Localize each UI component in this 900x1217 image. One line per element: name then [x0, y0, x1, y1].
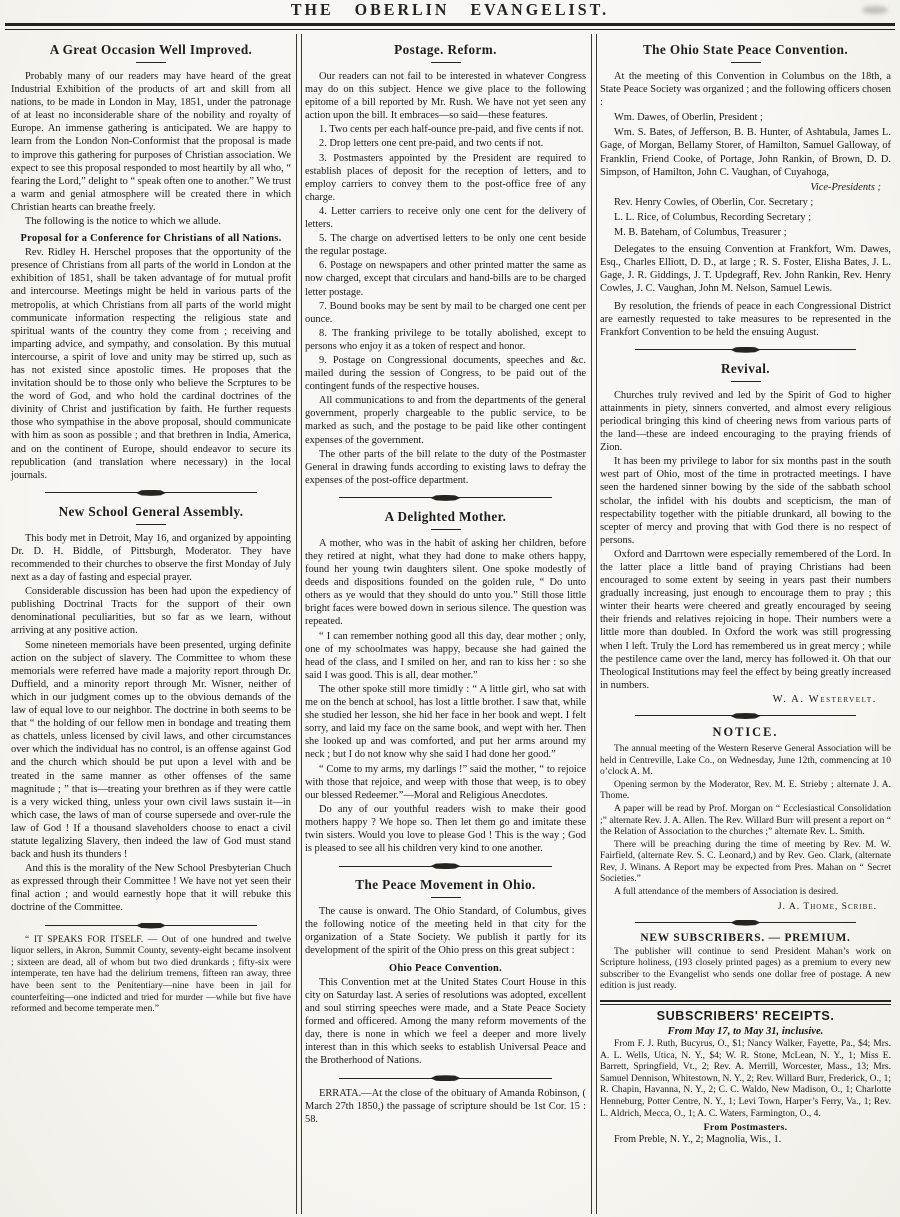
- signature: J. A. Thome, Scribe.: [777, 900, 877, 912]
- list-item: 9. Postage on Congressional documents, speeches and &c. mailed during the session of Congress, to be paid out of the contingent funds of the respective houses.: [305, 354, 586, 393]
- divider-diamond: [136, 490, 166, 496]
- list-item: 4. Letter carriers to receive only one cent for the delivery of letters.: [305, 205, 586, 231]
- divider-line: [635, 922, 735, 923]
- masthead: [0, 0, 900, 20]
- masthead-rule: [5, 23, 895, 30]
- title-rule: [731, 62, 761, 63]
- paragraph: Churches truly revived and led by the Spirit of God to higher attainments in piety, sinners converted, and almost every religious periodical bringing this kind of cheering news from various parts of the land—these are indeed encouraging to the praying friends of Zion.: [600, 389, 891, 454]
- section-divider: [45, 923, 258, 929]
- paragraph: All communications to and from the departments of the general government, properly chargeable to the public service, to be marked as such, and the postage to be paid like other contingent expenses of the government.: [305, 395, 586, 446]
- title-rule: [136, 524, 166, 525]
- article-title: Postage. Reform.: [394, 42, 497, 57]
- paragraph: From Preble, N. Y., 2; Magnolia, Wis., 1.: [614, 1134, 782, 1146]
- article-title: The Ohio State Peace Convention.: [642, 42, 849, 57]
- page-corner-smudge: [862, 6, 888, 14]
- paragraph: “ IT SPEAKS FOR ITSELF. — Out of one hundred and twelve liquor sellers, in Akron, Summit County, seventy-eight became insolvent ; sixteen are dead, all of whom but two died drunkards ; fifty-six were intemperate, ten have had the delirium tremens, fifteen ran away, three have been sent to the Penitentiary—nine have been in jail for counterfeiting—one indicted and tried for murder —while but five have reformed and become temperate men.”: [11, 934, 291, 1015]
- paragraph: And this is the morality of the New School Presbyterian Chuch as expressed through their Committee ! We have not yet seen their final action ; and would earnestly hope that it will rebuke this doctrine of the Committee.: [11, 863, 291, 914]
- divider-line: [45, 492, 140, 493]
- officer-line: Wm. S. Bates, of Jefferson, B. B. Hunter, of Ashtabula, James L. Gage, of Morgan, Bellamy Storer, of Hamilton, Samuel Galloway, of Franklin, Friend Cooke, of Portage, John Rankin, of Brown, D. D. Simpson, of Hamilton, John C. Vaughan, of Cuyahoga,: [600, 127, 891, 178]
- list-item: 5. The charge on advertised letters to be only one cent beside the regular postage.: [305, 233, 586, 258]
- paragraph: The annual meeting of the Western Reserve General Association will be held in Centreville, Lake Co., on Wednesday, June 12th, commencing at 10 o’clock A. M.: [600, 743, 891, 778]
- officer-line: M. B. Bateham, of Columbus, Treasurer ;: [614, 227, 787, 239]
- section-divider: [45, 490, 258, 496]
- paragraph: The other spoke still more timidly : “ A little girl, who sat with me on the bench at school, has lost a little brother. I saw that, while she studied her lesson, she hid her face in her book and wept. I felt sorry, and laid my face on the same book, and wept with her. Then she looked up and was comforted, and put her arms around my neck ; but I do not know why she said I had done her good.”: [305, 683, 586, 761]
- title-rule: [431, 529, 461, 530]
- divider-diamond: [731, 713, 761, 719]
- column-1: [7, 34, 295, 1214]
- officer-line: L. L. Rice, of Columbus, Recording Secretary ;: [614, 211, 812, 223]
- title-rule: [431, 897, 461, 898]
- officer-line: Vice-Presidents ;: [810, 181, 881, 193]
- title-rule: [431, 62, 461, 63]
- paragraph: Delegates to the ensuing Convention at Frankfort, Wm. Dawes, Esq., Charles Elliott, D. D., at large ; R. S. Foster, Elisha Bates, J. L. Gage, J. R. Giddings, J. T. Updegraff, Rev. John Rankin, Rev. Henry Cowles, J. C. Vaughan, John M. Nelson, Samuel Lewis.: [600, 244, 891, 295]
- paragraph: Probably many of our readers may have heard of the great Industrial Exhibition of the products of art and skill from all nations, to be made in London in May, 1851, under the patronage of at least no inconsiderable share of the nobility and royalty of Europe. An immense gathering is anticipated. We are happy to learn from the London Non-Conformist that the proposal is made to improve this gathering for purposes of Christian association. We expect to see this proposal responded to most heartily by all who, “ fearing the Lord,” delight to “ speak often one to another.” We trust a warm and genial atmosphere will be created there in which Christian hearts can breathe freely.: [11, 71, 292, 213]
- column-3: [596, 34, 895, 1214]
- paragraph: The following is the notice to which we allude.: [25, 216, 221, 228]
- columns: [0, 30, 900, 1214]
- article-title: NEW SUBSCRIBERS. — PREMIUM.: [640, 931, 851, 944]
- section-divider: [339, 863, 553, 869]
- list-item: 2. Drop letters one cent pre-paid, and two cents if not.: [319, 138, 544, 150]
- divider-diamond: [431, 1075, 461, 1081]
- paragraph: The publisher will continue to send President Mahan’s work on Scripture holiness, (193 closely printed pages) as a premium to every new subscriber to the Evangelist who sends one dollar free of postage. A new edition is just ready.: [600, 946, 891, 992]
- divider-line: [757, 349, 857, 350]
- paragraph: Oxford and Darrtown were especially remembered of the Lord. In the latter place a little band of praying Christians had been encouraged to some extent by seeing in years past their numbers gradually increasing, just enough to encourage them to pray ; this winter their hearts were cheered and greatly encouraged by seeing their friends and relatives rejoicing in hope. Their numbers were a little more than doubled. In Oxford the work was still progressing when I left. Truly the Lord has remembered us in great mercy ; while the pestilence came over the land, mercy has followed it. Oh that our Theological Institutions may feel the effect by being greatly increased in numbers.: [600, 548, 891, 691]
- article-title: New School General Assembly.: [58, 503, 244, 519]
- divider-line: [457, 497, 553, 498]
- list-item: 3. Postmasters appointed by the President are required to establish places of deposit for the reception of letters, and to employ carriers to convey them to the post-office free of any charge.: [305, 152, 586, 203]
- paragraph: A mother, who was in the habit of asking her children, before they retired at night, what they had done to make others happy, found her young twin daughters silent. One spoke modestly of deeds and dispositions founded on the golden rule, “ Do unto others as ye would that they should do unto you.” Still those little bright faces were bowed down in serious silence. The question was repeated.: [305, 537, 586, 628]
- paragraph: Our readers can not fail to be interested in whatever Congress may do on this subject. Hence we give place to the following epitome of a bill reported by Mr. Rush. We have not yet seen any action upon the bill. It embraces—so said—these features.: [305, 71, 586, 122]
- paragraph: Rev. Ridley H. Herschel proposes that the opportunity of the presence of Christians from all parts of the world in London at the exhibition of 1851, shall be taken advantage of for mutual profit and intercourse. Meetings might be held in various parts of the metropolis, at which Christians from all parts of the world might communicate information respecting the religious state and spiritual wants of the country they come from ; receiving and imparting advice, and sympathy, and consolation. By this mutual intercourse, a spirit of love and unity may be stirred up, such as has not existed since apostolic times. He proposes that the invitation should be to those only who believe the Scrptures to be the word of God, and who hold the cardinal doctrines of the divinity of Christ and justification by faith. He further requests those who sympathise in the above proposal, should communicate with him as soon as possible ; and that brethren in India, America, and on the continent of Europe, should endeavor to secure its republication (and translation where necessary) in the local journals.: [11, 247, 291, 481]
- title-rule: [136, 62, 166, 63]
- divider-diamond: [431, 495, 461, 501]
- divider-line: [339, 497, 435, 498]
- divider-diamond: [136, 923, 166, 929]
- paragraph: Opening sermon by the Moderator, Rev. M. E. Strieby ; alternate J. A. Thome.: [600, 779, 891, 802]
- premium-section: [600, 932, 891, 993]
- divider-diamond: [731, 347, 761, 353]
- list-item: 6. Postage on newspapers and other printed matter the same as now charged, except that circulars and hand-bills are to be charged letter postage.: [305, 260, 586, 298]
- paragraph: Some nineteen memorials have been presented, urging definite action on the subject of slavery. The Committee to whom these memorials were referred have made a majority report through Dr. Duffield, and a minority report through Mr. Wisner, neither of which in our judgment comes up to the obvious demands of the law of equal love to our neighbor. The doctrine in both seems to be that “ the holding of our fellow men in bondage and treating them as chattels, unless licensed by civil laws, and other circumstances over which the individual has no control, is an offense against God and the church which should be put upon a level with and be treated in the same manner as other offenses of the same magnitude ; ” that is—treating your brethren as if they were cattle is a very wicked thing, unless your own civil laws sustain it—in which case, the laws of man of course supersede and over-rule the law of God ! If a thousand slaveholders choose to enact a civil statute legalizing Slavery, then indeed the law of God must stand back and hush its thunders !: [11, 639, 291, 861]
- paragraph: Considerable discussion has been had upon the expediency of publishing Doctrinal Tracts for the support of their own denominational peculiarities, but so far as we learn, without arriving at any positive action.: [11, 586, 291, 637]
- section-divider: [339, 1075, 553, 1081]
- paragraph: By resolution, the friends of peace in each Congressional District are earnestly requested to take measures to be represented in the Frankfort Convention to be held the ensuing August.: [600, 300, 891, 338]
- paragraph: From F. J. Ruth, Bucyrus, O., $1; Nancy Walker, Fayette, Pa., $4; Mrs. A. L. Wells, Utica, N. Y., $4; W. R. Stone, McLean, N. Y., 1; Miss E. Barrett, Springfield, Vt., 2; Rev. A. Merrill, Worcester, Mass., 13; Mrs. Samuel Dennison, Whitestown, N. Y., 2; Rev. Willard Burr, Frederick, O., 1; R. Chapin, Havanna, N. Y., 2; C. C. Waldo, New Madison, O., 1; Charlotte Henneburg, Potter Centre, N. Y., 1; Levi Town, Harper’s Ferry, Va., 1; Rev. L. Aldrich, Mecca, O., 1; A. C. Waters, Farmington, O., 4.: [600, 1039, 891, 1119]
- article-title: The Peace Movement in Ohio.: [355, 877, 536, 893]
- paragraph: There will be preaching during the time of meeting by Rev. M. W. Fairfield, (alternate Rev. S. C. Leonard,) and by Rev. Geo. Clark, (alternate Rev, J. Winans. A Report may be expected from Pres. Mahan on “ Secret Societies.”: [600, 839, 891, 885]
- paragraph: A full attendance of the members of Association is desired.: [614, 887, 839, 898]
- article-title: Revival.: [721, 360, 770, 376]
- paragraph: This Convention met at the United States Court House in this city on Saturday last. A series of resolutions was adopted, excellent and soul stirring speeches were made, and a State Peace Society formed and officered. Among the many reform movements of the day, there is none in which we feel a deeper and more lively interest than in this which seeks to establish Universal Peace and the Brotherhood of Nations.: [305, 976, 586, 1067]
- sub-heading: Ohio Peace Convention.: [388, 962, 503, 974]
- masthead-title: THE OBERLIN EVANGELIST.: [290, 1, 610, 20]
- divider-line: [457, 866, 553, 867]
- divider-line: [339, 866, 435, 867]
- divider-line: [635, 349, 735, 350]
- divider-line: [162, 925, 257, 926]
- paragraph: This body met in Detroit, May 16, and organized by appointing Dr. D. H. Biddle, of Pittsburgh, Moderator. They have recommended to their churches to observe the first Monday of July next as a day of fasting and especial prayer.: [11, 532, 291, 584]
- paragraph: The other parts of the bill relate to the duty of the Postmaster General in drawing funds according to existing laws to defray the expenses of the post-office department.: [305, 448, 586, 486]
- divider-line: [457, 1078, 553, 1079]
- list-item: 8. The franking privilege to be totally abolished, except to persons who enjoy it as a token of respect and honor.: [305, 327, 586, 352]
- paragraph: It has been my privilege to labor for six months past in the south west part of Ohio, most of the time in protracted meetings. I have seen the hardened sinner bowing by the side of the sabbath school scholar, the infidel with his doubts and scepticism, the man of respectability together with the pitiable drunkard, all bowing to the scepter of mercy and proving that with God there is no respect of persons.: [600, 456, 891, 546]
- divider-line: [45, 925, 140, 926]
- sub-heading: Proposal for a Conference for Christians of all Nations.: [20, 233, 282, 245]
- article-title: A Delighted Mother.: [384, 508, 507, 524]
- officer-line: Wm. Dawes, of Oberlin, President ;: [614, 112, 763, 124]
- officer-line: Rev. Henry Cowles, of Oberlin, Cor. Secretary ;: [614, 196, 814, 208]
- divider-diamond: [431, 863, 461, 869]
- column-2: [301, 34, 590, 1214]
- article-title: SUBSCRIBERS' RECEIPTS.: [656, 1009, 835, 1024]
- divider-line: [162, 492, 257, 493]
- date-range: From May 17, to May 31, inclusive.: [667, 1026, 824, 1038]
- divider-line: [635, 715, 735, 716]
- paragraph: “ Come to my arms, my darlings !” said the mother, “ to rejoice with those that rejoice, and weep with those that weep, is to obey our blessed Redeemer.”—Moral and Religious Anecdotes.: [305, 763, 586, 801]
- paragraph: A paper will be read by Prof. Morgan on “ Ecclesiastical Consolidation ;” alternate Rev. J. A. Allen. The Rev. Willard Burr will present a report on “ the Relation of Association to the churches ;” alternate Rev. L. Smith.: [600, 803, 891, 838]
- section-divider: [635, 347, 856, 353]
- section-divider: [635, 920, 856, 926]
- article-title: NOTICE.: [712, 724, 779, 739]
- notice-section: [600, 725, 891, 912]
- divider-diamond: [731, 920, 761, 926]
- paragraph: Do any of our youthful readers wish to make their good mothers happy ? We hope so. Then let them go and imitate these twin sisters. Would you love to please God ! This is the way ; God is pleased to see all his children very kind to one another.: [305, 803, 586, 855]
- section-divider: [635, 713, 856, 719]
- title-rule: [731, 381, 761, 382]
- signature: W. A. Westervelt.: [772, 693, 877, 705]
- divider-line: [757, 715, 857, 716]
- paragraph: The cause is onward. The Ohio Standard, of Columbus, gives the following notice of the meeting held in that city for the organization of a State Society. We publish it partly for its development of the spirit of the Ohio press on this great subject :: [305, 906, 586, 957]
- receipts-rule: [600, 1000, 891, 1005]
- divider-line: [757, 922, 857, 923]
- sub-heading: From Postmasters.: [703, 1122, 788, 1134]
- article-title: A Great Occasion Well Improved.: [49, 42, 253, 57]
- paragraph: At the meeting of this Convention in Columbus on the 18th, a State Peace Society was organized ; and the following officers chosen :: [600, 71, 891, 109]
- receipts-section: [600, 1009, 891, 1146]
- list-item: 7. Bound books may be sent by mail to be charged one cent per ounce.: [305, 300, 586, 325]
- paragraph: “ I can remember nothing good all this day, dear mother ; only, one of my schoolmates was happy, because she had gained the head of the class, and I smiled on her, and ran to kiss her : so she said I was good. This is all, dear mother.”: [305, 630, 586, 681]
- section-divider: [339, 495, 553, 501]
- divider-line: [339, 1078, 435, 1079]
- errata-paragraph: ERRATA.—At the close of the obituary of Amanda Robinson, ( March 27th 1850,) the passage of scripture should be 1st Cor. 15 : 58.: [305, 1088, 586, 1126]
- list-item: 1. Two cents per each half-ounce pre-paid, and five cents if not.: [319, 124, 584, 136]
